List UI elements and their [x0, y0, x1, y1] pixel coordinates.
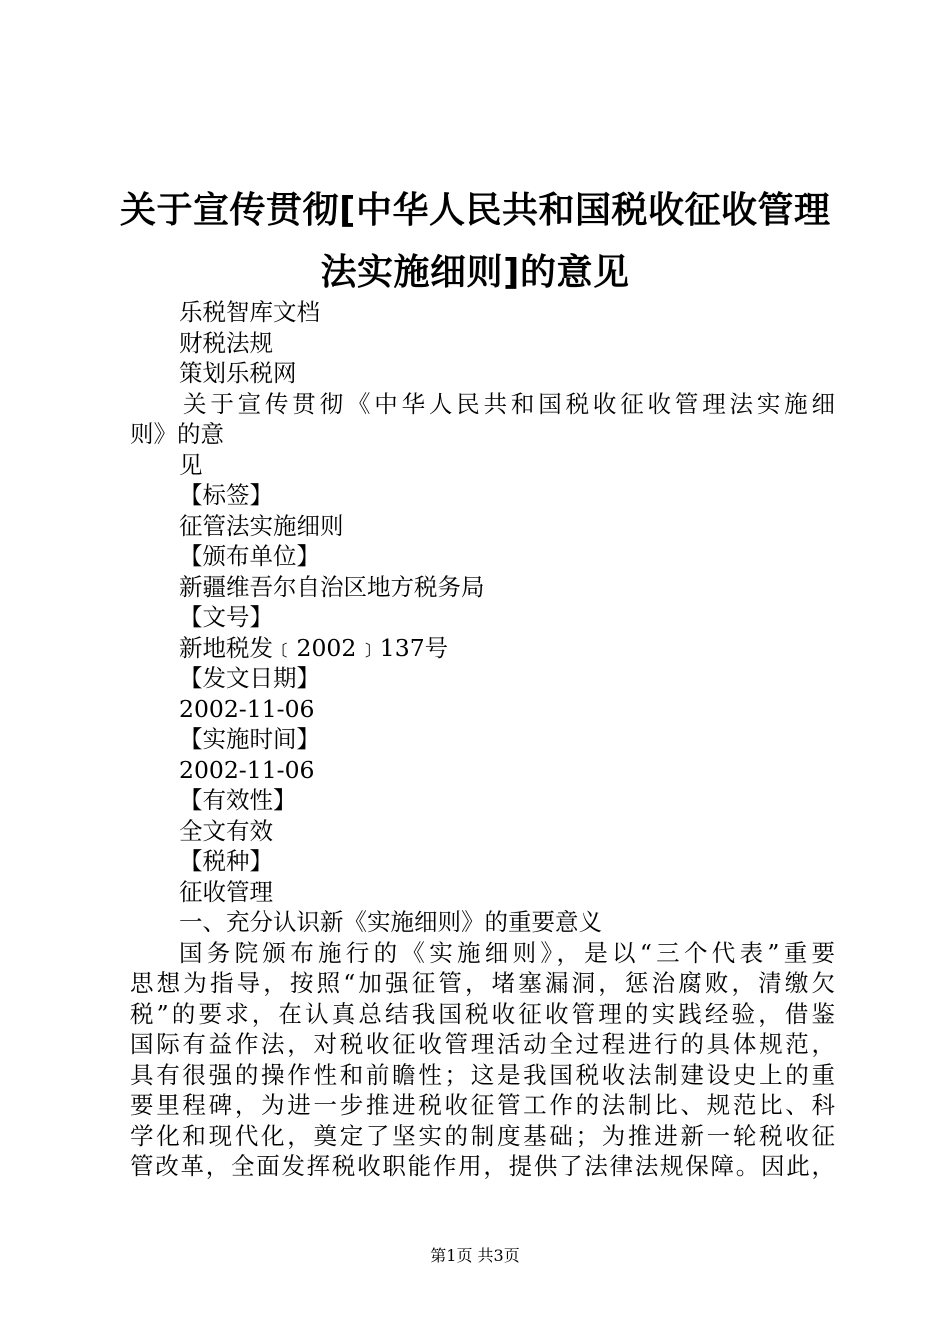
- paragraph-line: 管改革，全面发挥税收职能作用，提供了法律法规保障。因此，: [130, 1152, 835, 1180]
- tag-label: 【标签】: [179, 481, 273, 509]
- category-line: 财税法规: [179, 328, 273, 357]
- date-label: 【发文日期】: [179, 664, 320, 692]
- docno-value: 新地税发﹝2002﹞137号: [179, 633, 449, 662]
- title-line-2: 法实施细则]的意见: [320, 252, 630, 293]
- doc-title-line-3: 见: [179, 450, 203, 479]
- effective-label: 【实施时间】: [179, 725, 320, 753]
- validity-label: 【有效性】: [179, 786, 297, 814]
- publisher-line: 策划乐税网: [179, 359, 297, 387]
- source-line: 乐税智库文档: [179, 298, 320, 326]
- paragraph-line: 学化和现代化，奠定了坚实的制度基础；为推进新一轮税收征: [130, 1121, 835, 1150]
- document-body: [130, 297, 835, 1182]
- page-footer: 第1页 共3页: [430, 1246, 520, 1265]
- taxtype-label: 【税种】: [179, 847, 273, 875]
- issuer-value: 新疆维吾尔自治区地方税务局: [179, 572, 485, 601]
- section-heading: 一、充分认识新《实施细则》的重要意义: [179, 908, 602, 936]
- paragraph-line: 思想为指导，按照“加强征管，堵塞漏洞，惩治腐败，清缴欠: [130, 969, 835, 997]
- paragraph-line: 要里程碑，为进一步推进税收征管工作的法制比、规范比、科: [130, 1091, 835, 1119]
- doc-title-line-1: 关于宣传贯彻《中华人民共和国税收征收管理法实施细: [183, 389, 835, 418]
- docno-label: 【文号】: [179, 603, 273, 631]
- date-value: 2002-11-06: [179, 694, 315, 723]
- document-title: [120, 180, 830, 304]
- paragraph-line: 国际有益作法，对税收征收管理活动全过程进行的具体规范，: [130, 1030, 835, 1058]
- effective-value: 2002-11-06: [179, 755, 315, 784]
- tag-value: 征管法实施细则: [179, 511, 344, 540]
- paragraph-line: 具有很强的操作性和前瞻性；这是我国税收法制建设史上的重: [130, 1060, 835, 1089]
- validity-value: 全文有效: [179, 816, 273, 845]
- paragraph-line: 国务院颁布施行的《实施细则》，是以“三个代表”重要: [179, 938, 835, 967]
- taxtype-value: 征收管理: [179, 877, 273, 906]
- title-line-1: 关于宣传贯彻[中华人民共和国税收征收管理: [120, 190, 831, 231]
- paragraph-line: 税”的要求，在认真总结我国税收征收管理的实践经验，借鉴: [130, 999, 835, 1028]
- doc-title-line-2: 则》的意: [130, 420, 224, 448]
- issuer-label: 【颁布单位】: [179, 542, 320, 570]
